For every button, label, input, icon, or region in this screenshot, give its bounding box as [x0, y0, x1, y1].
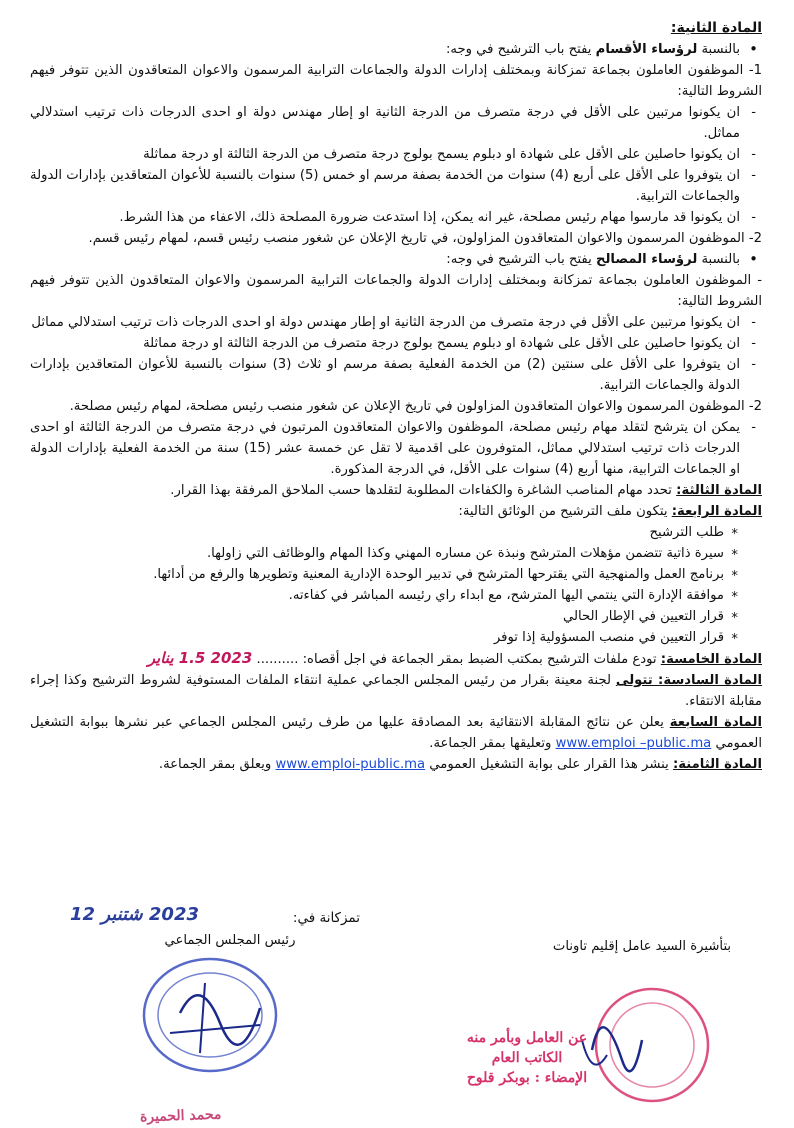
document-body — [30, 18, 762, 775]
document-item: * برنامج العمل والمنهجية التي يقترحها المترشح في تدبير الوحدة الإدارية المعنية وتطويرها والرفع من أدائها. — [30, 564, 762, 585]
article-8 — [30, 754, 762, 775]
service-condition-4: - يمكن ان يترشح لتقلد مهام رئيس مصلحة، الموظفون والاعوان المتعاقدون المرتبون في درجة متصرف من الدرجة الثالثة او احدى الدرجات ذات ترتيب استدلالي مماثل، المتوفرون على اقدمية لا تقل عن خمسة عشر (15) سنة من الخدمة الفعلية بإدارات الدولة او الجماعات الترابية، منها أربع (4) سنوات على الأقل، في الدرجة المذكورة. — [30, 417, 762, 480]
article-5 — [30, 648, 762, 670]
article-2-title: المادة الثانية: — [670, 20, 762, 36]
article-5-title: المادة الخامسة: — [660, 652, 762, 667]
article-3 — [30, 480, 762, 501]
service-condition-2: - ان يكونوا حاصلين على الأقل على شهادة او دبلوم يسمح بولوج درجة متصرف من الدرجة الثالثة او درجة مماثلة — [30, 333, 762, 354]
article-7-text: يعلن عن نتائج المقابلة الانتقائية بعد المصادقة عليها من طرف رئيس المجلس الجماعي عبر نشرها ببوابة التشغيل العمومي — [30, 715, 762, 751]
article-7-text-end: وتعليقها بمقر الجماعة. — [429, 736, 556, 751]
secretary-stamp — [442, 1028, 612, 1088]
article-6-title: المادة السادسة: — [658, 673, 762, 688]
bullet-division-heads — [30, 39, 762, 60]
stamp-line-1: عن العامل وبأمر منه — [466, 1030, 588, 1046]
service-item-1: - الموظفون العاملون بجماعة تمزكانة وبمختلف إدارات الدولة والجماعات الترابية المرسمون والاعوان المتعاقدون الذين تتوفر فيهم الشروط التالية: — [30, 273, 762, 309]
article-8-text: ينشر هذا القرار على بوابة التشغيل العمومي — [425, 757, 673, 772]
date-dots: .......... — [256, 652, 299, 667]
article-4-title: المادة الرابعة: — [671, 504, 762, 519]
stamp-line-2: الكاتب العام — [491, 1050, 563, 1066]
bullet-service-heads — [30, 249, 762, 270]
bullet-bold: لرؤساء المصالح — [595, 252, 698, 267]
signature-area — [30, 904, 762, 1126]
place-label: تمزكانة في: — [292, 910, 360, 926]
item-2: 2- الموظفون المرسمون والاعوان المتعاقدون المزاولون، في تاريخ الإعلان عن شغور منصب رئيس قسم، لمهام رئيس قسم. — [88, 231, 762, 246]
article-6-text: لجنة معينة بقرار من رئيس المجلس الجماعي عملية انتقاء الملفات المستوفية لشروط الترشيح وكذا إجراء مقابلة الانتقاء. — [30, 673, 762, 709]
service-item-2: 2- الموظفون المرسمون والاعوان المتعاقدون المزاولون في تاريخ الإعلان عن شغور منصب رئيس مصلحة، لمهام رئيس مصلحة. — [69, 399, 762, 414]
document-item: * سيرة ذاتية تتضمن مؤهلات المترشح ونبذة عن مساره المهني وكذا المهام والوظائف التي زاولها. — [30, 543, 762, 564]
article-7 — [30, 712, 762, 754]
article-8-title: المادة الثامنة: — [672, 757, 762, 772]
governor-visa: بتأشيرة السيد عامل إقليم تاونات — [552, 939, 732, 954]
emploi-public-link[interactable]: www.emploi –public.ma — [555, 736, 712, 751]
article-5-text: تودع ملفات الترشيح بمكتب الضبط بمقر الجماعة في اجل أقصاه: — [298, 652, 661, 667]
stamp-line-3: الإمضاء : بوبكر قلوح — [466, 1070, 588, 1086]
article-3-text: تحدد مهام المناصب الشاغرة والكفاءات المطلوبة لتقلدها حسب الملاحق المرفقة بهذا القرار. — [170, 483, 677, 498]
document-item: * قرار التعيين في منصب المسؤولية إذا توفر — [30, 627, 762, 648]
bullet-text: يفتح باب الترشيح في وجه: — [445, 42, 596, 57]
article-4 — [30, 501, 762, 522]
condition-2: - ان يكونوا حاصلين على الأقل على شهادة او دبلوم يسمح بولوج درجة متصرف من الدرجة الثالثة او درجة مماثلة — [30, 144, 762, 165]
signature-date-stamp: 2023 شتنبر 12 — [70, 904, 200, 925]
service-condition-1: - ان يكونوا مرتبين على الأقل في درجة متصرف من الدرجة الثانية او إطار مهندس دولة او احدى الدرجات ذات ترتيب استدلالي مماثل — [30, 312, 762, 333]
bullet-text: بالنسبة — [697, 252, 740, 267]
president-title: رئيس المجلس الجماعي — [164, 933, 296, 948]
bullet-bold: لرؤساء الأقسام — [595, 42, 698, 57]
president-name-stamp: محمد الحميرة — [139, 1106, 222, 1126]
article-7-title: المادة السابعة — [669, 715, 762, 730]
condition-4: - ان يكونوا قد مارسوا مهام رئيس مصلحة، غير انه يمكن، إذا استدعت ضرورة المصلحة ذلك، الاعفاء من هذا الشرط. — [30, 207, 762, 228]
service-condition-3: - ان يتوفروا على الأقل على سنتين (2) من الخدمة الفعلية بصفة مرسم او ثلاث (3) سنوات بالنسبة للأعوان المتعاقدين بإدارات الدولة والجماعات الترابية. — [30, 354, 762, 396]
condition-3: - ان يتوفروا على الأقل على أربع (4) سنوات من الخدمة بصفة مرسم او خمس (5) سنوات بالنسبة للأعوان المتعاقدين بإدارات الدولة والجماعات الترابية. — [30, 165, 762, 207]
article-3-title: المادة الثالثة: — [676, 483, 762, 498]
bullet-text: يفتح باب الترشيح في وجه: — [446, 252, 596, 267]
item-1: 1- الموظفون العاملون بجماعة تمزكانة وبمختلف إدارات الدولة والجماعات الترابية المرسمون والاعوان المتعاقدون الذين تتوفر فيهم الشروط التالية: — [30, 63, 762, 99]
article-6-verb: تتولى — [615, 673, 659, 688]
municipal-seal-icon — [110, 953, 310, 1083]
article-6 — [30, 670, 762, 712]
document-item: * طلب الترشيح — [30, 522, 762, 543]
document-item: * موافقة الإدارة التي ينتمي اليها المترشح، مع ابداء راي رئيسه المباشر في كفاءته. — [30, 585, 762, 606]
bullet-text: بالنسبة — [697, 42, 740, 57]
article-4-text: يتكون ملف الترشيح من الوثائق التالية: — [458, 504, 672, 519]
deadline-date-stamp: 2023 1.5 يناير — [147, 649, 253, 667]
condition-1: - ان يكونوا مرتبين على الأقل في درجة متصرف من الدرجة الثانية او إطار مهندس دولة او احدى الدرجات ذات ترتيب استدلالي مماثل. — [30, 102, 762, 144]
article-8-text-end: ويعلق بمقر الجماعة. — [158, 757, 276, 772]
emploi-public-link-2[interactable]: www.emploi-public.ma — [275, 757, 426, 772]
document-item: * قرار التعيين في الإطار الحالي — [30, 606, 762, 627]
